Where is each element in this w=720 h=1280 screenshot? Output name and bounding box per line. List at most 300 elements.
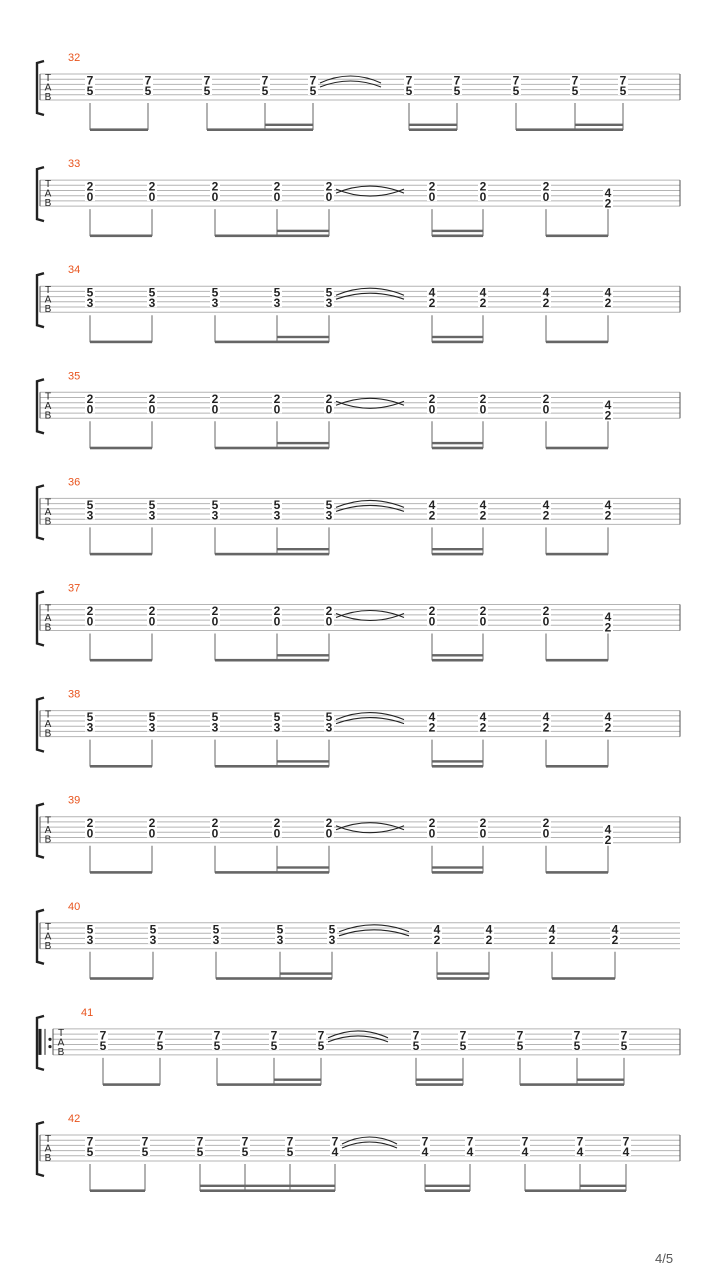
tab-clef-letter: A	[44, 719, 52, 731]
fret-number: 5	[573, 1038, 581, 1053]
sixteenth-beam	[277, 442, 329, 444]
fret-number: 5	[148, 285, 156, 300]
beam	[416, 1083, 463, 1086]
fret-number: 5	[148, 497, 156, 512]
fret-number: 5	[325, 285, 333, 300]
fret-number: 2	[428, 508, 436, 523]
beam	[432, 659, 483, 662]
fret-number: 0	[428, 826, 436, 841]
fret-number: 4	[542, 710, 550, 725]
measure-number: 34	[68, 264, 81, 277]
fret-number: 3	[211, 508, 219, 523]
fret-number: 2	[479, 816, 487, 831]
measure-number: 38	[68, 688, 81, 701]
fret-number: 5	[144, 84, 152, 98]
fret-number: 7	[512, 73, 520, 88]
fret-number: 2	[325, 816, 333, 831]
fret-number: 7	[196, 1134, 204, 1149]
fret-number: 2	[325, 179, 333, 194]
tab-clef-letter: T	[44, 709, 52, 721]
fret-number: 0	[211, 190, 219, 205]
sixteenth-beam	[432, 442, 483, 444]
tab-clef-letter: A	[44, 1143, 52, 1155]
beam	[217, 1083, 321, 1086]
fret-number: 7	[331, 1134, 339, 1149]
measure-number: 35	[68, 370, 81, 383]
fret-number: 5	[86, 922, 94, 937]
fret-number: 2	[542, 508, 550, 523]
tab-clef-letter: B	[44, 198, 52, 210]
fret-number: 5	[325, 710, 333, 725]
fret-number: 5	[213, 1038, 221, 1053]
beam	[90, 977, 153, 980]
tab-clef-letter: B	[44, 622, 52, 634]
fret-number: 0	[479, 190, 487, 205]
fret-number: 3	[211, 296, 219, 311]
beam	[546, 765, 608, 768]
sixteenth-beam	[432, 230, 483, 232]
tab-clef-letter: B	[44, 940, 52, 952]
fret-number: 4	[485, 922, 493, 937]
fret-number: 4	[428, 710, 436, 725]
fret-number: 2	[604, 408, 612, 423]
fret-number: 7	[213, 1028, 221, 1043]
fret-number: 3	[325, 720, 333, 735]
fret-number: 5	[317, 1038, 325, 1053]
sixteenth-beam	[437, 972, 489, 974]
fret-number: 2	[428, 816, 436, 831]
fret-number: 2	[148, 391, 156, 406]
sixteenth-beam	[277, 336, 329, 338]
fret-number: 2	[428, 604, 436, 618]
fret-number: 4	[479, 710, 487, 725]
fret-number: 0	[148, 614, 156, 629]
fret-number: 5	[309, 84, 317, 98]
sixteenth-beam	[577, 1079, 624, 1081]
beam	[546, 553, 608, 556]
fret-number: 4	[548, 922, 556, 937]
beam	[90, 341, 152, 344]
fret-number: 0	[148, 190, 156, 205]
fret-number: 7	[261, 73, 269, 88]
fret-number: 0	[325, 402, 333, 417]
sixteenth-beam	[277, 230, 329, 232]
fret-number: 3	[273, 508, 281, 523]
fret-number: 5	[86, 1145, 94, 1159]
fret-number: 5	[276, 922, 284, 937]
fret-number: 2	[428, 296, 436, 311]
tab-clef-letter: B	[44, 728, 52, 740]
fret-number: 2	[479, 179, 487, 194]
fret-number: 2	[148, 179, 156, 194]
tab-clef-letter: T	[44, 179, 52, 191]
fret-number: 0	[273, 190, 281, 205]
sixteenth-beam	[416, 1079, 463, 1081]
tie-arc	[336, 398, 404, 405]
fret-number: 0	[273, 614, 281, 629]
fret-number: 3	[212, 932, 220, 947]
fret-number: 2	[433, 932, 441, 947]
beam	[432, 235, 483, 238]
fret-number: 5	[141, 1145, 149, 1159]
fret-number: 0	[86, 826, 94, 841]
fret-number: 5	[328, 922, 336, 937]
fret-number: 0	[479, 402, 487, 417]
fret-number: 5	[211, 497, 219, 512]
beam	[215, 765, 329, 768]
fret-number: 7	[466, 1134, 474, 1149]
fret-number: 5	[211, 285, 219, 300]
sixteenth-beam	[409, 124, 457, 126]
fret-number: 4	[521, 1145, 529, 1159]
tab-clef-letter: B	[44, 516, 52, 528]
fret-number: 0	[86, 614, 94, 629]
fret-number: 2	[479, 391, 487, 406]
fret-number: 5	[286, 1145, 294, 1159]
fret-number: 2	[485, 932, 493, 947]
tab-clef-letter: T	[44, 921, 52, 933]
fret-number: 4	[604, 610, 612, 625]
fret-number: 0	[273, 402, 281, 417]
sixteenth-beam	[575, 124, 623, 126]
fret-number: 3	[211, 720, 219, 735]
fret-number: 7	[421, 1134, 429, 1149]
fret-number: 0	[428, 190, 436, 205]
fret-number: 0	[542, 614, 550, 629]
fret-number: 0	[211, 402, 219, 417]
measure-number: 42	[68, 1113, 81, 1125]
fret-number: 3	[273, 720, 281, 735]
measure-number: 40	[68, 900, 81, 913]
measure-number: 37	[68, 582, 81, 595]
beam	[90, 447, 152, 450]
beam	[432, 765, 483, 768]
fret-number: 5	[196, 1145, 204, 1159]
tab-clef-letter: T	[44, 815, 52, 827]
fret-number: 2	[273, 604, 281, 618]
beam	[546, 235, 608, 238]
fret-number: 2	[86, 816, 94, 831]
fret-number: 5	[261, 84, 269, 98]
fret-number: 4	[331, 1145, 339, 1159]
fret-number: 3	[148, 296, 156, 311]
beam	[90, 128, 148, 131]
fret-number: 0	[148, 402, 156, 417]
measure-number: 36	[68, 476, 81, 489]
tab-clef-letter: T	[44, 391, 52, 403]
fret-number: 4	[604, 185, 612, 200]
fret-number: 5	[571, 84, 579, 98]
fret-number: 7	[573, 1028, 581, 1043]
sixteenth-beam	[277, 866, 329, 868]
fret-number: 5	[512, 84, 520, 98]
tie-arc	[336, 823, 404, 830]
fret-number: 7	[453, 73, 461, 88]
fret-number: 7	[412, 1028, 420, 1043]
beam	[90, 871, 152, 874]
fret-number: 3	[148, 720, 156, 735]
measure-number: 39	[68, 794, 81, 807]
beam	[425, 1189, 470, 1192]
fret-number: 5	[273, 710, 281, 725]
beam	[103, 1083, 160, 1086]
beam	[216, 977, 332, 980]
fret-number: 7	[516, 1028, 524, 1043]
fret-number: 2	[542, 391, 550, 406]
fret-number: 4	[604, 497, 612, 512]
fret-number: 7	[317, 1028, 325, 1043]
fret-number: 2	[604, 196, 612, 211]
fret-number: 3	[148, 508, 156, 523]
beam	[516, 128, 623, 131]
fret-number: 2	[428, 391, 436, 406]
fret-number: 2	[211, 816, 219, 831]
fret-number: 7	[144, 73, 152, 88]
sixteenth-beam	[277, 654, 329, 656]
beam	[90, 765, 152, 768]
beam	[90, 1189, 145, 1192]
sixteenth-beam	[432, 654, 483, 656]
tab-clef-letter: B	[44, 410, 52, 422]
beam	[215, 447, 329, 450]
fret-number: 2	[428, 179, 436, 194]
fret-number: 4	[604, 710, 612, 725]
beam	[546, 659, 608, 662]
fret-number: 2	[479, 720, 487, 735]
fret-number: 4	[479, 497, 487, 512]
fret-number: 0	[325, 190, 333, 205]
fret-number: 0	[479, 614, 487, 629]
fret-number: 7	[241, 1134, 249, 1149]
fret-number: 7	[620, 1028, 628, 1043]
beam	[546, 447, 608, 450]
beam	[207, 128, 313, 131]
fret-number: 2	[273, 179, 281, 194]
beam	[520, 1083, 624, 1086]
sixteenth-beam	[200, 1185, 335, 1187]
sixteenth-beam	[432, 336, 483, 338]
fret-number: 4	[622, 1145, 630, 1159]
fret-number: 7	[286, 1134, 294, 1149]
tab-clef-letter: A	[57, 1037, 65, 1049]
fret-number: 2	[479, 508, 487, 523]
tab-clef-letter: A	[44, 613, 52, 624]
fret-number: 0	[542, 190, 550, 205]
fret-number: 2	[542, 296, 550, 311]
beam	[200, 1189, 335, 1192]
fret-number: 2	[211, 391, 219, 406]
fret-number: 2	[325, 391, 333, 406]
fret-number: 4	[604, 285, 612, 300]
fret-number: 5	[156, 1038, 164, 1053]
sixteenth-beam	[277, 760, 329, 762]
fret-number: 5	[459, 1038, 467, 1053]
sixteenth-beam	[432, 548, 483, 550]
fret-number: 7	[459, 1028, 467, 1043]
beam	[432, 871, 483, 874]
fret-number: 5	[270, 1038, 278, 1053]
fret-number: 4	[542, 285, 550, 300]
fret-number: 2	[148, 604, 156, 618]
fret-number: 0	[325, 826, 333, 841]
fret-number: 3	[325, 296, 333, 311]
tab-clef-letter: A	[44, 506, 52, 518]
fret-number: 2	[604, 620, 612, 635]
repeat-dot	[48, 1038, 51, 1041]
tab-clef-letter: B	[44, 92, 52, 103]
fret-number: 7	[203, 73, 211, 88]
tab-clef-letter: T	[44, 1134, 52, 1145]
fret-number: 5	[273, 497, 281, 512]
sixteenth-beam	[425, 1185, 470, 1187]
tab-clef-letter: A	[44, 825, 52, 837]
fret-number: 3	[149, 932, 157, 947]
beam	[215, 235, 329, 238]
fret-number: 2	[479, 604, 487, 618]
fret-number: 2	[148, 816, 156, 831]
fret-number: 7	[309, 73, 317, 88]
sixteenth-beam	[432, 760, 483, 762]
measure-number: 41	[81, 1006, 94, 1019]
fret-number: 0	[542, 826, 550, 841]
fret-number: 2	[542, 816, 550, 831]
beam	[432, 553, 483, 556]
fret-number: 4	[604, 398, 612, 413]
fret-number: 4	[466, 1145, 474, 1159]
fret-number: 4	[542, 497, 550, 512]
fret-number: 0	[86, 402, 94, 417]
fret-number: 2	[479, 296, 487, 311]
tab-clef-letter: T	[44, 497, 52, 509]
fret-number: 5	[619, 84, 627, 98]
fret-number: 3	[273, 296, 281, 311]
fret-number: 7	[521, 1134, 529, 1149]
beam	[215, 659, 329, 662]
fret-number: 2	[542, 179, 550, 194]
page-indicator: 4/5	[655, 1251, 674, 1266]
fret-number: 2	[211, 179, 219, 194]
fret-number: 2	[604, 832, 612, 847]
fret-number: 7	[141, 1134, 149, 1149]
fret-number: 2	[86, 179, 94, 194]
beam	[90, 659, 152, 662]
fret-number: 0	[325, 614, 333, 629]
fret-number: 5	[620, 1038, 628, 1053]
fret-number: 2	[548, 932, 556, 947]
fret-number: 2	[604, 720, 612, 735]
beam	[525, 1189, 626, 1192]
fret-number: 2	[542, 720, 550, 735]
fret-number: 2	[542, 604, 550, 618]
fret-number: 7	[619, 73, 627, 88]
beam	[215, 871, 329, 874]
fret-number: 3	[325, 508, 333, 523]
repeat-dot	[48, 1045, 51, 1048]
sixteenth-beam	[432, 866, 483, 868]
fret-number: 5	[273, 285, 281, 300]
sixteenth-beam	[277, 548, 329, 550]
fret-number: 7	[99, 1028, 107, 1043]
fret-number: 5	[86, 497, 94, 512]
fret-number: 4	[433, 922, 441, 937]
fret-number: 0	[273, 826, 281, 841]
tab-clef-letter: A	[44, 82, 52, 94]
fret-number: 2	[604, 508, 612, 523]
fret-number: 4	[611, 922, 619, 937]
fret-number: 2	[273, 816, 281, 831]
fret-number: 3	[276, 932, 284, 947]
beam	[90, 235, 152, 238]
tie-arc	[336, 611, 404, 618]
beam	[546, 341, 608, 344]
tab-clef-letter: A	[44, 931, 52, 943]
fret-number: 5	[211, 710, 219, 725]
fret-number: 2	[325, 604, 333, 618]
fret-number: 5	[405, 84, 413, 98]
fret-number: 3	[86, 508, 94, 523]
fret-number: 5	[412, 1038, 420, 1053]
fret-number: 4	[576, 1145, 584, 1159]
fret-number: 5	[149, 922, 157, 937]
fret-number: 0	[211, 614, 219, 629]
measure-number: 33	[68, 158, 81, 171]
fret-number: 2	[86, 604, 94, 618]
tie-arc	[336, 186, 404, 193]
fret-number: 5	[86, 710, 94, 725]
beam	[90, 553, 152, 556]
fret-number: 7	[270, 1028, 278, 1043]
tab-clef-letter: B	[44, 1153, 52, 1164]
fret-number: 7	[86, 1134, 94, 1149]
fret-number: 2	[611, 932, 619, 947]
beam	[215, 341, 329, 344]
fret-number: 5	[212, 922, 220, 937]
fret-number: 5	[86, 285, 94, 300]
fret-number: 7	[156, 1028, 164, 1043]
tab-clef-letter: T	[57, 1027, 65, 1039]
fret-number: 4	[479, 285, 487, 300]
fret-number: 2	[273, 391, 281, 406]
fret-number: 5	[453, 84, 461, 98]
beam	[437, 977, 489, 980]
fret-number: 0	[479, 826, 487, 841]
beam	[432, 341, 483, 344]
tab-clef-letter: A	[44, 294, 52, 306]
fret-number: 7	[571, 73, 579, 88]
fret-number: 2	[86, 391, 94, 406]
beam	[546, 871, 608, 874]
beam	[432, 447, 483, 450]
fret-number: 0	[428, 402, 436, 417]
tab-clef-letter: A	[44, 188, 52, 200]
fret-number: 7	[86, 73, 94, 88]
fret-number: 5	[86, 84, 94, 98]
tab-clef-letter: B	[44, 304, 52, 316]
fret-number: 3	[86, 932, 94, 947]
fret-number: 5	[241, 1145, 249, 1159]
fret-number: 5	[516, 1038, 524, 1053]
sixteenth-beam	[274, 1079, 321, 1081]
fret-number: 0	[542, 402, 550, 417]
fret-number: 5	[148, 710, 156, 725]
fret-number: 7	[405, 73, 413, 88]
fret-number: 0	[211, 826, 219, 841]
sixteenth-beam	[580, 1185, 626, 1187]
fret-number: 5	[325, 497, 333, 512]
fret-number: 2	[604, 296, 612, 311]
fret-number: 3	[328, 932, 336, 947]
sixteenth-beam	[265, 124, 313, 126]
